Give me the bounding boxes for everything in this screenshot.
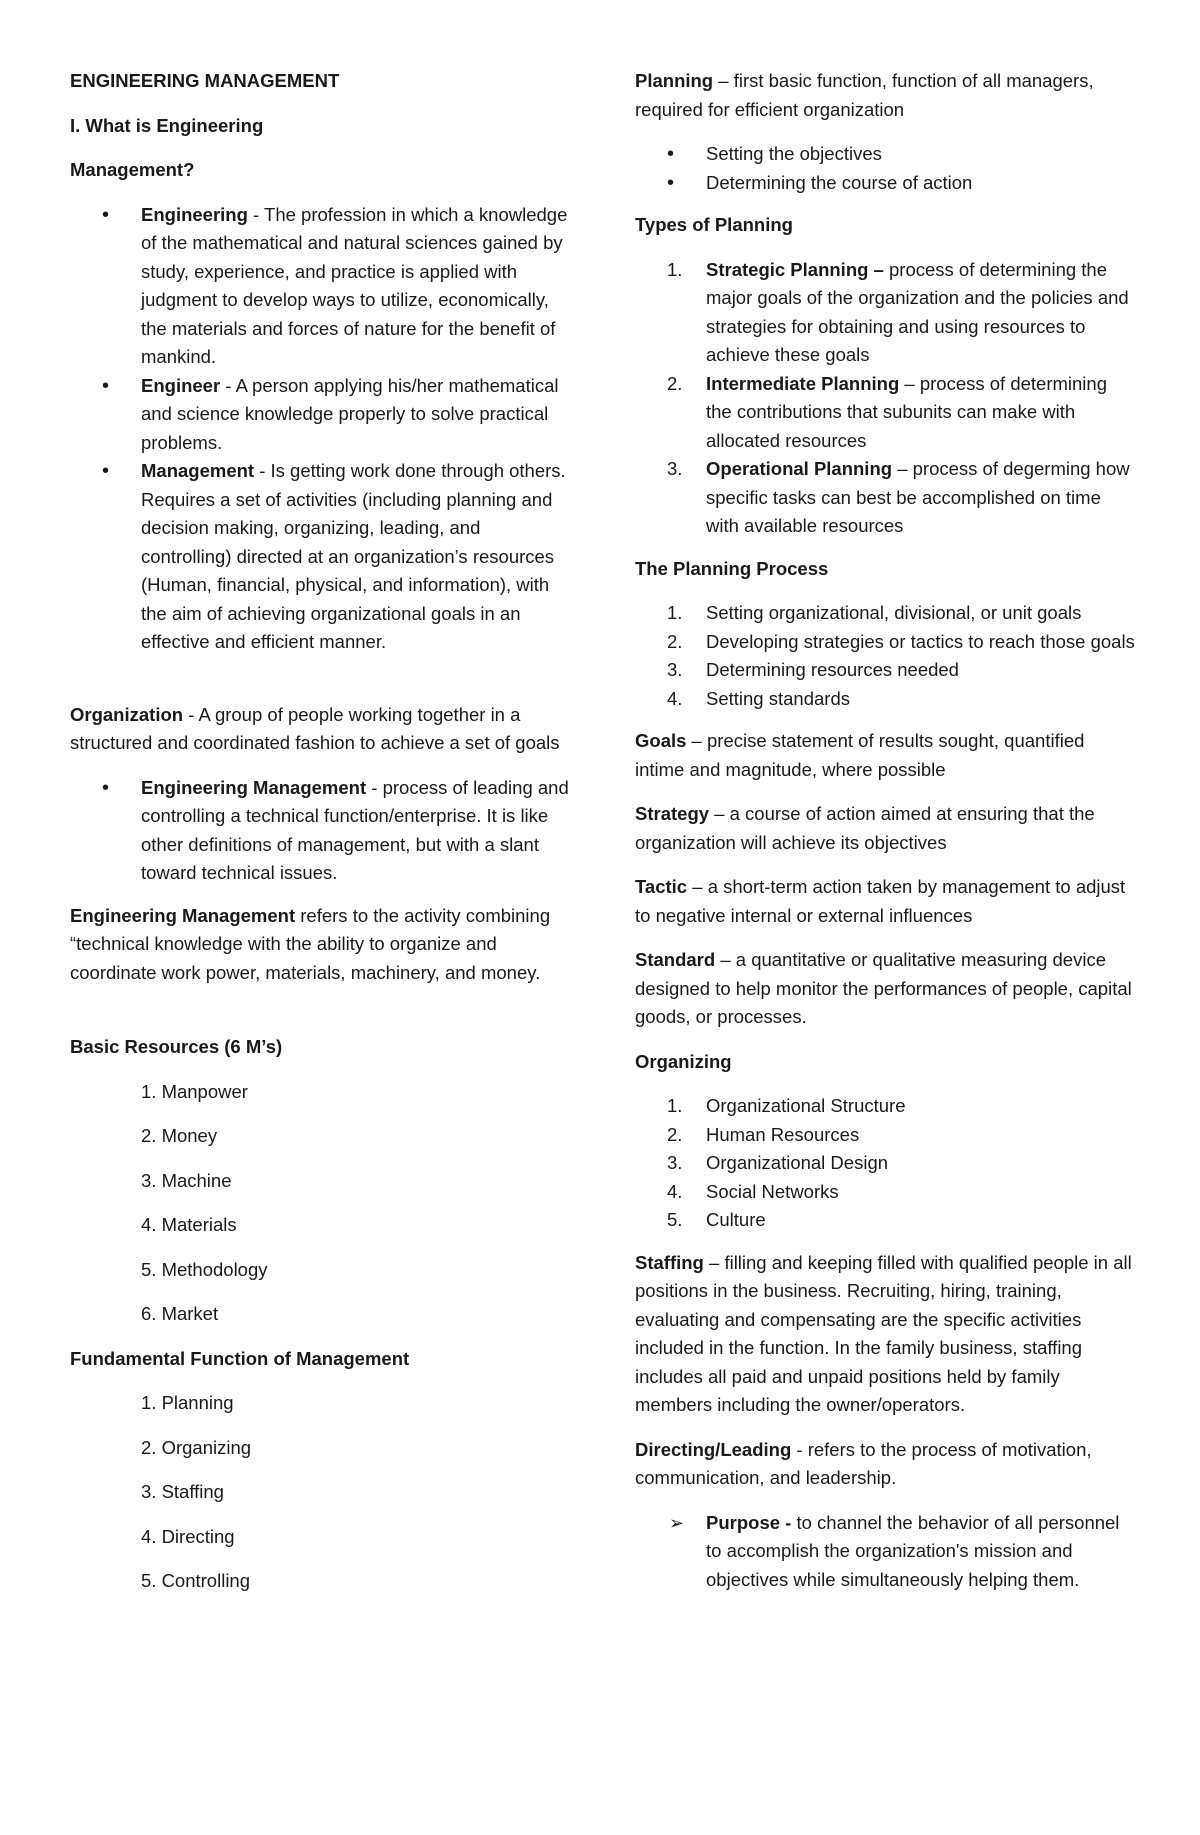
definition-text: The profession in which a knowledge of the mathematical and natural sciences gained by study, experience, and practice is applied with judgment to develop ways to utilize, economically, the materials and forces of nature for the benefit of mankind. xyxy=(141,203,568,367)
list-item: 4. Setting standards xyxy=(667,687,850,709)
planning-process-heading: The Planning Process xyxy=(635,557,829,579)
term: Operational Planning xyxy=(706,458,893,479)
list-item: • Management - Is getting work done through others. Requires a set of activities (including planning and decision making, organizing, leading, and controlling) directed at an organization’s resources (Human, financial, physical, and information), with the aim of achieving organizational goals in an effective and efficient manner. xyxy=(70,457,570,657)
list-item: ➢ Purpose - to channel the behavior of all personnel to accomplish the organization's mission and objectives while simultaneously helping them. xyxy=(635,1509,1135,1595)
list-item: 4. Directing xyxy=(141,1525,235,1547)
organizing-heading: Organizing xyxy=(635,1050,732,1072)
list-item: • Setting the objectives xyxy=(635,140,1135,169)
list-item: 5. Culture xyxy=(667,1209,766,1230)
staffing-paragraph: Staffing – filling and keeping filled with qualified people in all positions in the business. Recruiting, hiring, training, evaluating and compensating are the specific activities included in the function. In the family business, staffing includes all paid and unpaid positions held by family members including the owner/operators. xyxy=(635,1251,1132,1415)
list-item: 5. Methodology xyxy=(141,1258,268,1280)
list-item: 3. Staffing xyxy=(141,1481,224,1502)
planning-process-list xyxy=(635,599,1135,713)
list-item: 2. Human Resources xyxy=(667,1123,860,1145)
list-item: • Determining the course of action xyxy=(635,169,1135,198)
term: Planning xyxy=(635,70,714,91)
organizing-list xyxy=(635,1092,1135,1235)
term: Tactic xyxy=(635,876,688,897)
directing-paragraph: Directing/Leading - refers to the process of motivation, communication, and leadership. xyxy=(635,1438,1092,1488)
list-item: 1. Organizational Structure xyxy=(667,1095,906,1116)
functions-heading: Fundamental Function of Management xyxy=(70,1347,410,1369)
organization-paragraph: Organization - A group of people working together in a structured and coordinated fashion to achieve a set of goals xyxy=(70,703,560,753)
term: Engineering Management xyxy=(141,776,367,798)
types-of-planning-heading: Types of Planning xyxy=(635,214,793,235)
list-item: 1. Planning xyxy=(141,1392,234,1413)
term: Strategy xyxy=(635,803,710,824)
resources-heading: Basic Resources (6 M’s) xyxy=(70,1036,283,1057)
engineering-management-bullet xyxy=(70,774,570,888)
term: Standard xyxy=(635,949,716,970)
term: Engineering Management xyxy=(70,904,296,926)
term: Engineering xyxy=(141,203,248,225)
engineering-management-paragraph: Engineering Management refers to the activity combining “technical knowledge with the ability to organize and coordinate work power, materials, machinery, and money. xyxy=(70,904,551,983)
term: Staffing xyxy=(635,1251,704,1273)
list-item: • Engineering - The profession in which a knowledge of the mathematical and natural sciences gained by study, experience, and practice is applied with judgment to develop ways to utilize, economically, the materials and forces of nature for the benefit of mankind. xyxy=(70,201,570,372)
left-column xyxy=(70,67,570,1612)
list-item: 3. Machine xyxy=(141,1169,232,1191)
term: Management xyxy=(141,460,255,481)
purpose-list xyxy=(635,1509,1135,1595)
list-item: 4. Social Networks xyxy=(667,1180,839,1202)
definition-list xyxy=(70,201,570,657)
list-item: • Engineering Management - process of leading and controlling a technical function/enterprise. It is like other definitions of management, but with a slant toward technical issues. xyxy=(70,774,570,888)
term: Directing/Leading xyxy=(635,1438,792,1460)
term: Intermediate Planning xyxy=(706,372,900,394)
term: Engineer xyxy=(141,374,221,396)
list-item: 6. Market xyxy=(141,1303,219,1324)
list-item: 2. Money xyxy=(141,1125,218,1146)
list-item: 3. Operational Planning – process of degerming how specific tasks can best be accomplished on time with available resources xyxy=(667,458,1130,536)
list-item: 1. Strategic Planning – process of determining the major goals of the organization and the policies and strategies for obtaining and using resources to achieve these goals xyxy=(667,258,1129,365)
functions-list xyxy=(70,1389,570,1596)
list-item: 2. Organizing xyxy=(141,1436,252,1458)
definition-text: A person applying his/her mathematical and science knowledge properly to solve practical problems. xyxy=(141,374,559,453)
term: Organization xyxy=(70,703,184,725)
list-item: 2. Developing strategies or tactics to reach those goals xyxy=(667,630,1135,652)
section-heading-continued: Management? xyxy=(70,159,195,180)
term: Goals xyxy=(635,730,687,751)
list-item: 5. Controlling xyxy=(141,1570,251,1591)
goals-paragraph: Goals – precise statement of results sought, quantified intime and magnitude, where possible xyxy=(635,730,1085,780)
list-item: • Engineer - A person applying his/her mathematical and science knowledge properly to solve practical problems. xyxy=(70,372,570,458)
planning-paragraph: Planning – first basic function, function of all managers, required for efficient organization xyxy=(635,70,1094,120)
types-of-planning-list xyxy=(635,256,1135,541)
definition-text: Is getting work done through others. Requires a set of activities (including planning and decision making, organizing, leading, and controlling) directed at an organization’s resources (Human, financial, physical, and information), with the aim of achieving organizational goals in an effective and efficient manner. xyxy=(141,460,566,652)
term: Strategic Planning xyxy=(706,258,869,280)
resources-list xyxy=(70,1078,570,1329)
list-item: 1. Manpower xyxy=(141,1080,248,1102)
planning-bullets xyxy=(635,140,1135,197)
term: Purpose - xyxy=(706,1511,792,1533)
strategy-paragraph: Strategy – a course of action aimed at ensuring that the organization will achieve its objectives xyxy=(635,803,1095,853)
list-item: 3. Determining resources needed xyxy=(667,659,959,680)
standard-paragraph: Standard – a quantitative or qualitative measuring device designed to help monitor the performances of people, capital goods, or processes. xyxy=(635,949,1132,1027)
list-item: 2. Intermediate Planning – process of determining the contributions that subunits can make with allocated resources xyxy=(667,372,1107,451)
tactic-paragraph: Tactic – a short-term action taken by management to adjust to negative internal or external influences xyxy=(635,876,1126,926)
document-title: ENGINEERING MANAGEMENT xyxy=(70,70,340,91)
right-column xyxy=(635,67,1135,1608)
list-item: 1. Setting organizational, divisional, or unit goals xyxy=(667,602,1082,623)
list-item: 4. Materials xyxy=(141,1214,237,1235)
list-item: 3. Organizational Design xyxy=(667,1152,889,1173)
arrow-bullet-icon: ➢ xyxy=(669,1512,685,1533)
section-heading: I. What is Engineering xyxy=(70,114,264,136)
